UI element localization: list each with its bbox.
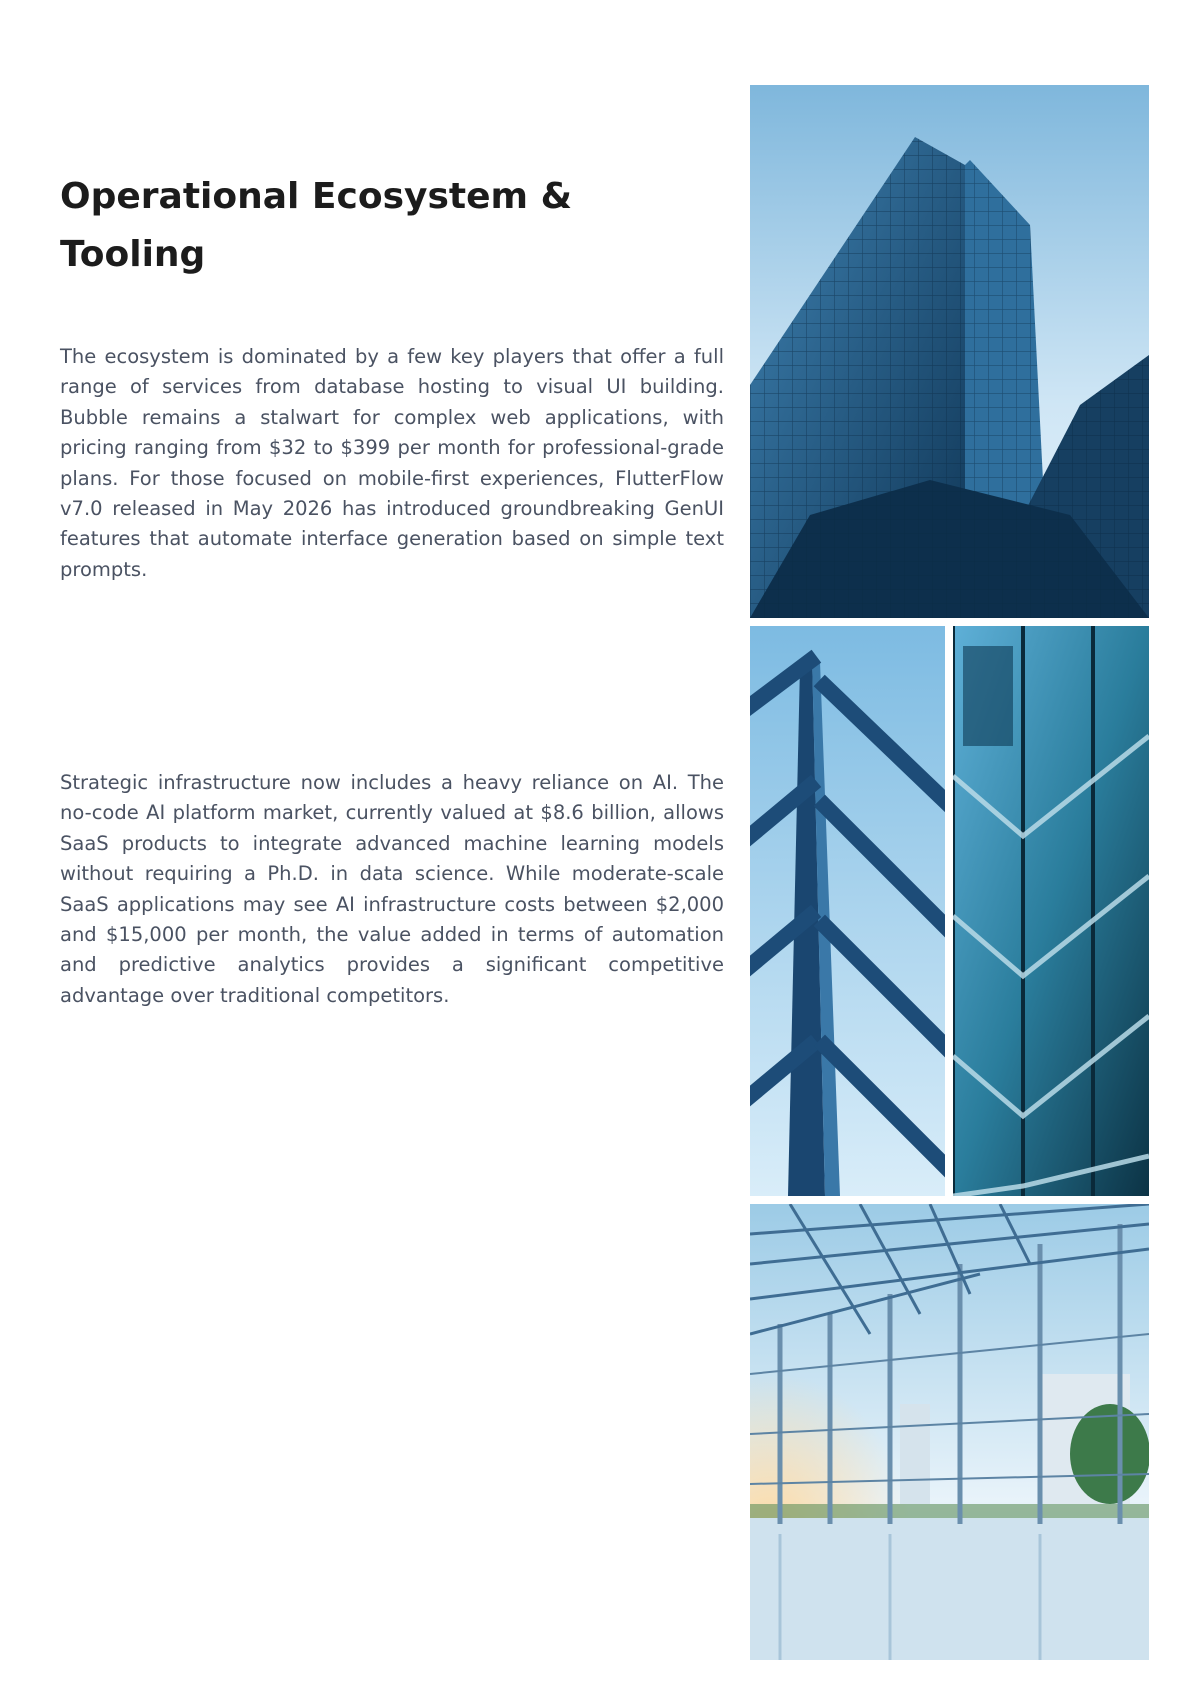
page-title: Operational Ecosystem & Tooling	[60, 176, 572, 275]
glass-atrium-interior-photo	[750, 1204, 1149, 1660]
steel-beam-frame-photo	[750, 626, 945, 1196]
body-paragraph: The ecosystem is dominated by a few key players that offer a full range of services from database hosting to visual UI building. Bubble remains a stalwart for complex web applications, with pricing ranging from $32 to $399 per month for professional-grade plans. For those focused on mobile-first experiences, FlutterFlow v7.0 released in May 2026 has introduced groundbreaking GenUI features that automate interface generation based on simple text prompts.	[60, 345, 724, 581]
glass-facade-photo	[953, 626, 1149, 1196]
body-paragraph: Strategic infrastructure now includes a heavy reliance on AI. The no-code AI platform market, currently valued at $8.6 billion, allows SaaS products to integrate advanced machine learning models without requiring a Ph.D. in data science. While moderate-scale SaaS applications may see AI infrastructure costs between $2,000 and $15,000 per month, the value added in terms of automation and predictive analytics provides a significant competitive advantage over traditional competitors.	[60, 771, 724, 1007]
glass-skyscraper-photo	[750, 85, 1149, 618]
